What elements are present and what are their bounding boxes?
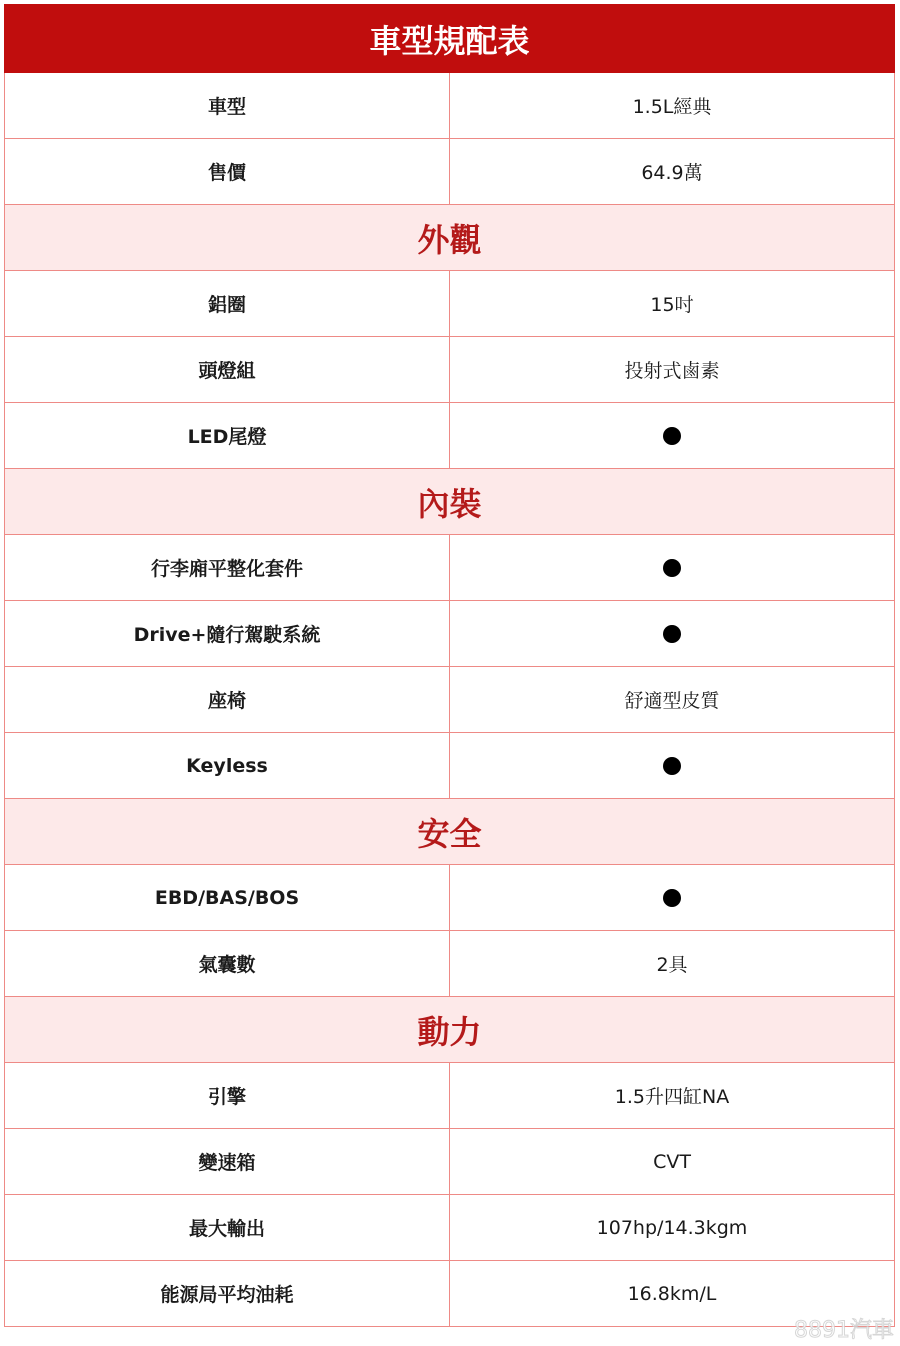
spec-label: Drive+隨行駕駛系統 <box>5 601 450 667</box>
spec-value <box>450 403 895 469</box>
spec-value: 107hp/14.3kgm <box>450 1195 895 1261</box>
included-dot-icon <box>663 427 681 445</box>
spec-label: LED尾燈 <box>5 403 450 469</box>
table-row <box>5 601 895 667</box>
spec-value: 1.5L經典 <box>450 73 895 139</box>
table-row <box>5 73 895 139</box>
section-title: 動力 <box>5 997 895 1063</box>
table-row <box>5 865 895 931</box>
spec-value <box>450 535 895 601</box>
spec-value: 投射式鹵素 <box>450 337 895 403</box>
spec-table <box>4 4 895 1327</box>
spec-value <box>450 601 895 667</box>
table-row <box>5 1261 895 1327</box>
spec-value <box>450 733 895 799</box>
table-row <box>5 667 895 733</box>
table-title: 車型規配表 <box>5 5 895 73</box>
section-header-row <box>5 205 895 271</box>
spec-value: 15吋 <box>450 271 895 337</box>
section-title: 安全 <box>5 799 895 865</box>
spec-value: 舒適型皮質 <box>450 667 895 733</box>
spec-label: 能源局平均油耗 <box>5 1261 450 1327</box>
spec-label: 座椅 <box>5 667 450 733</box>
spec-table-body <box>5 5 895 1327</box>
spec-label: 鋁圈 <box>5 271 450 337</box>
table-row <box>5 1063 895 1129</box>
table-row <box>5 1129 895 1195</box>
spec-label: 售價 <box>5 139 450 205</box>
table-row <box>5 931 895 997</box>
table-title-row <box>5 5 895 73</box>
included-dot-icon <box>663 559 681 577</box>
included-dot-icon <box>663 889 681 907</box>
spec-label: EBD/BAS/BOS <box>5 865 450 931</box>
spec-label: 氣囊數 <box>5 931 450 997</box>
spec-label: 頭燈組 <box>5 337 450 403</box>
table-row <box>5 733 895 799</box>
included-dot-icon <box>663 757 681 775</box>
spec-label: 行李廂平整化套件 <box>5 535 450 601</box>
section-title: 外觀 <box>5 205 895 271</box>
section-header-row <box>5 799 895 865</box>
section-header-row <box>5 469 895 535</box>
spec-label: 車型 <box>5 73 450 139</box>
spec-value: CVT <box>450 1129 895 1195</box>
table-row <box>5 139 895 205</box>
included-dot-icon <box>663 625 681 643</box>
spec-value: 64.9萬 <box>450 139 895 205</box>
spec-label: 變速箱 <box>5 1129 450 1195</box>
spec-value: 1.5升四缸NA <box>450 1063 895 1129</box>
spec-label: 最大輸出 <box>5 1195 450 1261</box>
table-row <box>5 337 895 403</box>
spec-value <box>450 865 895 931</box>
spec-value: 2具 <box>450 931 895 997</box>
section-title: 內裝 <box>5 469 895 535</box>
table-row <box>5 403 895 469</box>
spec-label: Keyless <box>5 733 450 799</box>
spec-value: 16.8km/L <box>450 1261 895 1327</box>
table-row <box>5 535 895 601</box>
section-header-row <box>5 997 895 1063</box>
table-row <box>5 1195 895 1261</box>
table-row <box>5 271 895 337</box>
watermark-logo: 8891汽車 <box>794 1318 894 1343</box>
spec-label: 引擎 <box>5 1063 450 1129</box>
